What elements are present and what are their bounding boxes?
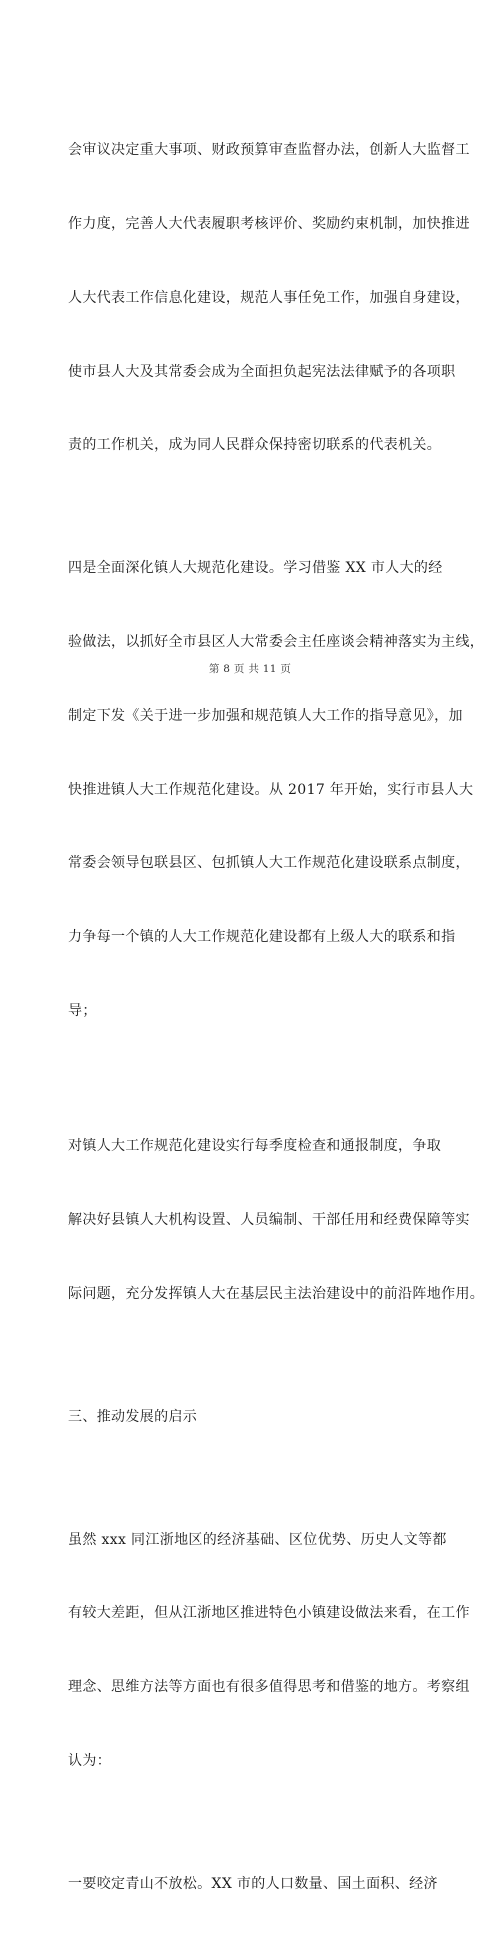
text-line: 一要咬定青山不放松。XX 市的人口数量、国土面积、经济 xyxy=(68,1875,438,1892)
text-line: 使市县人大及其常委会成为全面担负起宪法法律赋予的各项职 xyxy=(68,363,456,380)
section-heading-text: 三、推动发展的启示 xyxy=(68,1408,198,1425)
paragraph-1 xyxy=(68,89,470,507)
text-line: 认为： xyxy=(68,1752,112,1769)
text-line: 力争每一个镇的人大工作规范化建设都有上级人大的联系和指 xyxy=(68,929,456,946)
text-line: 快推进镇人大工作规范化建设。从 2017 年开始，实行市县人大 xyxy=(68,781,474,798)
text-line: 际问题，充分发挥镇人大在基层民主法治建设中的前沿阵地作用。 xyxy=(68,1285,485,1302)
document-body xyxy=(68,89,485,1946)
text-line: 人大代表工作信息化建设，规范人事任免工作，加强自身建设， xyxy=(68,289,470,306)
text-line: 解决好县镇人大机构设置、人员编制、干部任用和经费保障等实 xyxy=(68,1211,470,1228)
paragraph-2 xyxy=(68,507,485,1073)
paragraph-5 xyxy=(68,1478,470,1822)
page-number-label: 第 8 页 共 11 页 xyxy=(208,663,292,675)
section-heading xyxy=(68,1355,440,1478)
text-line: 验做法，以抓好全市县区人大常委会主任座谈会精神落实为主线， xyxy=(68,634,485,651)
text-line: 作力度，完善人大代表履职考核评价、奖励约束机制，加快推进 xyxy=(68,215,470,232)
text-line: 理念、思维方法等方面也有很多值得思考和借鉴的地方。考察组 xyxy=(68,1679,470,1696)
text-line: 责的工作机关，成为同人民群众保持密切联系的代表机关。 xyxy=(68,437,442,454)
text-line: 有较大差距，但从江浙地区推进特色小镇建设做法来看，在工作 xyxy=(68,1605,470,1622)
page-footer xyxy=(0,661,500,676)
paragraph-6 xyxy=(68,1823,440,1946)
text-line: 制定下发《关于进一步加强和规范镇人大工作的指导意见》，加 xyxy=(68,707,463,724)
text-line: 四是全面深化镇人大规范化建设。学习借鉴 XX 市人大的经 xyxy=(68,560,443,577)
text-line: 虽然 xxx 同江浙地区的经济基础、区位优势、历史人文等都 xyxy=(68,1531,447,1548)
text-line: 常委会领导包联县区、包抓镇人大工作规范化建设联系点制度， xyxy=(68,855,470,872)
text-line: 导； xyxy=(68,1002,97,1019)
text-line: 会审议决定重大事项、财政预算审查监督办法，创新人大监督工 xyxy=(68,142,470,159)
text-line: 对镇人大工作规范化建设实行每季度检查和通报制度，争取 xyxy=(68,1138,442,1155)
paragraph-3 xyxy=(68,1085,485,1356)
